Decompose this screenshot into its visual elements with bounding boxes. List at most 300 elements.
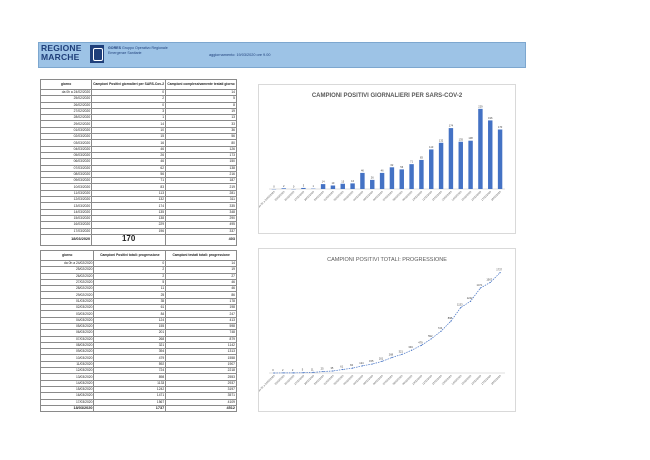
cum-cell-tot: 598 [166,323,237,329]
x-tick-label: 10/03/2020 [411,190,424,202]
x-tick-label: 18/03/2020 [490,374,502,386]
daily-cell-pos: 14 [92,121,166,127]
daily-cell-day: 13/03/2020 [41,203,92,209]
cum-cell-pos: 479 [94,355,166,361]
line-point [450,321,451,322]
x-tick-label: 14/03/2020 [451,190,463,202]
gores-title: GORES [108,46,121,50]
x-tick-label: 06/03/2020 [372,190,384,202]
x-tick-label: 12/03/2020 [431,190,443,202]
logo-line2: MARCHE [41,52,80,62]
bar [370,180,374,189]
cum-cell-tot: 2937 [166,380,237,386]
line-point [362,365,363,366]
x-tick-label: 14/03/2020 [451,374,463,386]
bar [478,109,482,189]
line-point [421,345,422,346]
daily-cell-tot: 5 [166,96,237,102]
bar [301,188,305,189]
cum-cell-day: 12/03/2020 [41,368,94,374]
cum-cell-day: 10/03/2020 [41,355,94,361]
line-point [381,361,382,362]
cum-cell-pos: 25 [94,292,166,298]
cumulative-table [40,250,237,412]
bar [331,186,335,190]
daily-cell-day: 11/03/2020 [41,190,92,196]
x-tick-label: 04/03/2020 [352,374,365,386]
x-tick-label: 06/03/2020 [372,374,384,386]
cum-cell-tot: 2218 [166,368,237,374]
bar [419,160,423,189]
point-data-label: 1471 [476,284,483,288]
cum-cell-day: 26/02/2020 [41,273,94,279]
bar-data-label: 229 [478,105,483,109]
daily-cell-tot: 19 [166,108,237,114]
daily-cell-tot: 173 [166,152,237,158]
daily-cell-pos: 26 [92,152,166,158]
cum-table-header [41,251,237,261]
daily-cell-tot: 348 [166,209,237,215]
bar [449,128,453,189]
daily-cell-pos: 16 [92,140,166,146]
daily-total-row [41,234,237,245]
x-tick-label: 08/03/2020 [392,190,404,202]
update-timestamp: aggiornamento: 19/03/2020 ore 9.00 [209,53,271,57]
daily-cell-day: 09/03/2020 [41,178,92,184]
point-data-label: 0 [272,369,274,372]
daily-cell-day: 03/03/2020 [41,140,92,146]
daily-cell-tot: 8 [166,102,237,108]
point-data-label: 898 [447,317,453,321]
cum-cell-pos: 155 [94,323,166,329]
daily-cell-day: 04/03/2020 [41,146,92,152]
cum-cell-tot: 27 [166,273,237,279]
daily-cell-day: 16/03/2020 [41,222,92,228]
point-data-label: 5 [301,368,304,372]
bar-data-label: 14 [321,180,325,184]
cumulative-line-chart-box [258,248,516,412]
line-point [499,272,500,273]
line-point [273,372,274,373]
bar-data-label: 196 [488,116,493,120]
daily-cell-tot: 187 [166,178,237,184]
line-point [342,369,343,370]
cum-cell-pos: 11 [94,286,166,292]
daily-cell-day: 01/03/2020 [41,127,92,133]
x-tick-label: 28/02/2020 [303,190,315,202]
cum-cell-tot: 4109 [166,399,237,405]
point-data-label: 201 [378,357,384,361]
bar-data-label: 3 [302,184,305,188]
x-tick-label: 26/02/2020 [283,190,296,202]
x-tick-label: 29/02/2020 [313,190,325,202]
cum-cell-pos: 1567 [94,399,166,405]
point-data-label: 1242 [466,297,473,301]
daily-cell-pos: 15 [92,134,166,140]
daily-cell-pos: 113 [92,190,166,196]
x-tick-label: da 0h a 24/02/2020 [259,374,276,393]
x-tick-label: 25/02/2020 [274,190,286,202]
line-point [303,372,304,373]
x-tick-label: 15/03/2020 [460,190,473,202]
cum-col-tot: Campioni testati totali: progressione [166,251,237,261]
bar [488,120,492,189]
point-data-label: 155 [369,360,374,364]
daily-cell-pos: 62 [92,165,166,171]
daily-cell-day: 29/02/2020 [41,121,92,127]
daily-cell-pos: 46 [92,146,166,152]
daily-bar-chart-box [258,84,516,234]
line-point [293,372,294,373]
series-line [274,273,500,373]
cum-cell-pos: 61 [94,305,166,311]
cum-cell-tot: 46 [166,279,237,285]
bar-data-label: 56 [400,165,404,169]
daily-cell-day: 27/02/2020 [41,108,92,114]
cum-cell-day: 28/02/2020 [41,286,94,292]
bar-data-label: 10 [331,182,335,185]
cum-cell-pos: 1133 [94,380,166,386]
x-tick-label: 03/03/2020 [342,190,355,202]
daily-cell-day: 05/03/2020 [41,152,92,158]
cum-cell-tot: 3197 [166,386,237,392]
point-data-label: 321 [398,350,403,354]
daily-col-tot: Campioni complessivamente testati giorno [166,80,237,90]
logo-line1: REGIONE [41,43,82,53]
daily-cell-pos: 196 [92,228,166,234]
cum-cell-tot: 3571 [166,393,237,399]
daily-cell-tot: 126 [166,146,237,152]
cum-cell-tot: 1907 [166,361,237,367]
cum-cell-day: 14/03/2020 [41,380,94,386]
cum-cell-pos: 1471 [94,393,166,399]
daily-col-pos: Campioni Positivi giornalieri per SARS-Cov-2 [92,80,166,90]
cum-cell-pos: 2 [94,267,166,273]
cum-cell-day: 07/03/2020 [41,336,94,342]
cum-total-row [41,405,237,411]
x-tick-label: 26/02/2020 [283,374,296,386]
bar [409,164,413,189]
x-tick-label: 13/03/2020 [441,374,453,386]
daily-cell-pos: 229 [92,222,166,228]
x-tick-label: 05/03/2020 [362,374,374,386]
x-tick-label: 11/03/2020 [421,190,433,202]
daily-bar-chart [259,85,515,233]
daily-cell-day: 10/03/2020 [41,184,92,190]
bar [341,184,345,189]
x-tick-label: 08/03/2020 [392,374,404,386]
point-data-label: 2 [282,368,284,372]
x-tick-label: da 0h a 24/02/2020 [259,190,276,209]
cum-cell-pos: 84 [94,311,166,317]
daily-cell-tot: 138 [166,165,237,171]
cum-total-tot: 4512 [166,405,237,411]
daily-cell-pos: 71 [92,178,166,184]
point-data-label: 394 [408,346,413,350]
x-tick-label: 27/02/2020 [293,190,306,202]
daily-total-tot: 403 [166,234,237,245]
cum-cell-tot: 86 [166,292,237,298]
x-tick-label: 15/03/2020 [460,374,473,386]
daily-cell-day: 15/03/2020 [41,215,92,221]
cum-cell-day: 02/03/2020 [41,305,94,311]
daily-cell-tot: 14 [166,90,237,96]
cum-total-label: 18/03/2020 [41,405,94,411]
daily-cell-tot: 33 [166,121,237,127]
cum-cell-day: 27/02/2020 [41,279,94,285]
x-tick-label: 12/03/2020 [431,374,443,386]
cum-cell-day: 13/03/2020 [41,374,94,380]
cum-cell-day: 09/03/2020 [41,349,94,355]
line-point [391,357,392,358]
line-point [322,371,323,372]
point-data-label: 268 [388,353,394,357]
line-point [401,354,402,355]
x-tick-label: 16/03/2020 [470,190,483,202]
cum-cell-pos: 268 [94,336,166,342]
cum-cell-tot: 1142 [166,342,237,348]
cum-cell-tot: 879 [166,336,237,342]
bar-data-label: 26 [370,176,374,180]
cum-cell-day: 08/03/2020 [41,342,94,348]
daily-cell-pos: 174 [92,203,166,209]
line-point [372,363,373,364]
x-tick-label: 07/03/2020 [382,190,394,202]
line-point [480,287,481,288]
point-data-label: 84 [350,364,354,368]
cum-cell-pos: 724 [94,368,166,374]
daily-cell-pos: 0 [92,90,166,96]
line-point [431,338,432,339]
x-tick-label: 25/02/2020 [274,374,286,386]
cumulative-line-chart [259,249,515,411]
cum-cell-tot: 178 [166,298,237,304]
point-data-label: 1567 [486,278,493,282]
bar [498,130,502,190]
cum-cell-day: 05/03/2020 [41,323,94,329]
cum-cell-pos: 5 [94,279,166,285]
daily-cell-day: 12/03/2020 [41,197,92,203]
region-logo-text [41,44,82,62]
bar [321,184,325,189]
cum-cell-day: da 0h a 24/02/2020 [41,261,94,267]
bar [459,142,463,189]
point-data-label: 11 [310,368,314,372]
point-data-label: 1737 [496,268,502,272]
bar-data-label: 15 [341,180,345,184]
bar-data-label: 71 [410,160,414,164]
daily-cell-day: 25/02/2020 [41,96,92,102]
point-data-label: 1133 [456,303,463,307]
daily-table [40,79,237,246]
daily-cell-tot: 311 [166,197,237,203]
bar [350,183,354,189]
cum-chart-title: CAMPIONI POSITIVI TOTALI: PROGRESSIONE [327,257,447,263]
cum-cell-pos: 394 [94,349,166,355]
x-tick-label: 01/03/2020 [323,374,335,386]
daily-cell-pos: 138 [92,215,166,221]
daily-cell-pos: 0 [92,102,166,108]
line-point [313,372,314,373]
header-banner [38,42,526,68]
daily-cell-day: 06/03/2020 [41,159,92,165]
cum-total-pos: 1737 [94,405,166,411]
daily-cell-pos: 135 [92,209,166,215]
point-data-label: 25 [320,367,324,371]
x-tick-label: 07/03/2020 [382,374,394,386]
point-data-label: 724 [437,327,443,331]
daily-cell-tot: 150 [166,159,237,165]
bar-data-label: 0 [292,185,295,189]
gores-line3: Emergenze Sanitarie [108,51,142,55]
daily-cell-tot: 337 [166,228,237,234]
bar [380,173,384,189]
daily-cell-day: 17/03/2020 [41,228,92,234]
bar-data-label: 113 [429,145,434,149]
cum-cell-day: 03/03/2020 [41,311,94,317]
cum-cell-pos: 0 [94,261,166,267]
daily-cell-pos: 56 [92,171,166,177]
bar [429,149,433,189]
daily-cell-day: 02/03/2020 [41,134,92,140]
daily-cell-tot: 281 [166,190,237,196]
x-tick-label: 02/03/2020 [333,190,345,202]
cum-cell-pos: 2 [94,273,166,279]
x-tick-label: 29/02/2020 [313,374,325,386]
cum-cell-tot: 413 [166,317,237,323]
x-tick-label: 18/03/2020 [490,190,502,202]
cum-cell-day: 06/03/2020 [41,330,94,336]
cum-cell-pos: 124 [94,317,166,323]
cum-cell-pos: 201 [94,330,166,336]
daily-cell-tot: 13 [166,115,237,121]
cum-cell-tot: 1558 [166,355,237,361]
daily-cell-tot: 36 [166,127,237,133]
daily-cell-pos: 83 [92,184,166,190]
daily-cell-pos: 132 [92,197,166,203]
cum-cell-day: 25/02/2020 [41,267,94,273]
daily-cell-pos: 2 [92,96,166,102]
bar-data-label: 16 [351,179,355,183]
daily-cell-pos: 1 [92,115,166,121]
cum-cell-day: 01/03/2020 [41,298,94,304]
x-tick-label: 02/03/2020 [333,374,345,386]
cum-cell-tot: 198 [166,305,237,311]
bar-data-label: 135 [458,138,463,142]
x-tick-label: 09/03/2020 [401,374,414,386]
line-point [332,370,333,371]
x-tick-label: 10/03/2020 [411,374,424,386]
point-data-label: 592 [428,334,433,338]
daily-cell-day: da 0h a 24/02/2020 [41,90,92,96]
bar [468,141,472,189]
cum-cell-tot: 247 [166,311,237,317]
cum-cell-tot: 19 [166,267,237,273]
cum-cell-pos: 35 [94,298,166,304]
cum-cell-day: 04/03/2020 [41,317,94,323]
cum-cell-pos: 898 [94,374,166,380]
bar-data-label: 62 [390,163,394,167]
daily-cell-day: 26/02/2020 [41,102,92,108]
daily-cell-day: 28/02/2020 [41,115,92,121]
daily-cell-pos: 10 [92,127,166,133]
daily-total-label: 18/03/2020 [41,234,92,245]
cum-cell-pos: 321 [94,342,166,348]
x-tick-label: 09/03/2020 [401,190,414,202]
daily-chart-title: CAMPIONI POSITIVI GIORNALIERI PER SARS-COV-2 [311,93,463,99]
daily-cell-tot: 56 [166,134,237,140]
point-data-label: 2 [291,368,294,372]
daily-cell-day: 08/03/2020 [41,171,92,177]
cum-cell-day: 16/03/2020 [41,393,94,399]
daily-total-pos: 170 [92,234,166,245]
bar-data-label: 46 [360,169,364,173]
daily-cell-pos: 3 [92,108,166,114]
x-tick-label: 01/03/2020 [323,190,335,202]
line-point [460,307,461,308]
bar-data-label: 1 [312,185,314,189]
point-data-label: 124 [359,361,364,365]
bar [439,143,443,189]
daily-table-header [41,80,237,90]
gores-line2: Gruppo Operativo Regionale [121,46,168,50]
cum-cell-pos: 1242 [94,386,166,392]
region-logo-icon [90,45,104,63]
bar-data-label: 174 [448,124,454,128]
line-point [440,331,441,332]
x-tick-label: 28/02/2020 [303,374,315,386]
daily-cell-tot: 216 [166,171,237,177]
x-tick-label: 17/03/2020 [480,374,492,386]
cum-cell-tot: 748 [166,330,237,336]
bar-data-label: 2 [283,184,285,188]
point-data-label: 61 [340,365,344,369]
bar-data-label: 132 [438,139,444,143]
cum-cell-tot: 14 [166,261,237,267]
daily-cell-tot: 290 [166,215,237,221]
x-tick-label: 11/03/2020 [421,374,433,386]
x-tick-label: 16/03/2020 [470,374,483,386]
x-tick-label: 03/03/2020 [342,374,355,386]
x-tick-label: 05/03/2020 [362,190,374,202]
gores-label [108,46,168,56]
point-data-label: 479 [418,341,423,345]
cum-cell-pos: 592 [94,361,166,367]
cum-cell-day: 11/03/2020 [41,361,94,367]
cum-col-pos: Campioni Positivi totali: progressione [94,251,166,261]
bar [400,169,404,189]
cum-cell-tot: 2553 [166,374,237,380]
x-tick-label: 04/03/2020 [352,190,365,202]
daily-cell-day: 07/03/2020 [41,165,92,171]
daily-cell-pos: 46 [92,159,166,165]
daily-cell-day: 14/03/2020 [41,209,92,215]
x-tick-label: 13/03/2020 [441,190,453,202]
point-data-label: 35 [330,366,334,370]
line-point [283,372,284,373]
line-point [490,282,491,283]
bar-data-label: 83 [419,156,423,160]
daily-cell-tot: 80 [166,140,237,146]
daily-cell-tot: 219 [166,184,237,190]
bar [282,188,286,189]
bar-data-label: 0 [273,185,275,189]
line-point [470,301,471,302]
daily-col-day: giorno [41,80,92,90]
bar-data-label: 46 [380,169,384,173]
bar [390,167,394,189]
cum-cell-tot: 1313 [166,349,237,355]
